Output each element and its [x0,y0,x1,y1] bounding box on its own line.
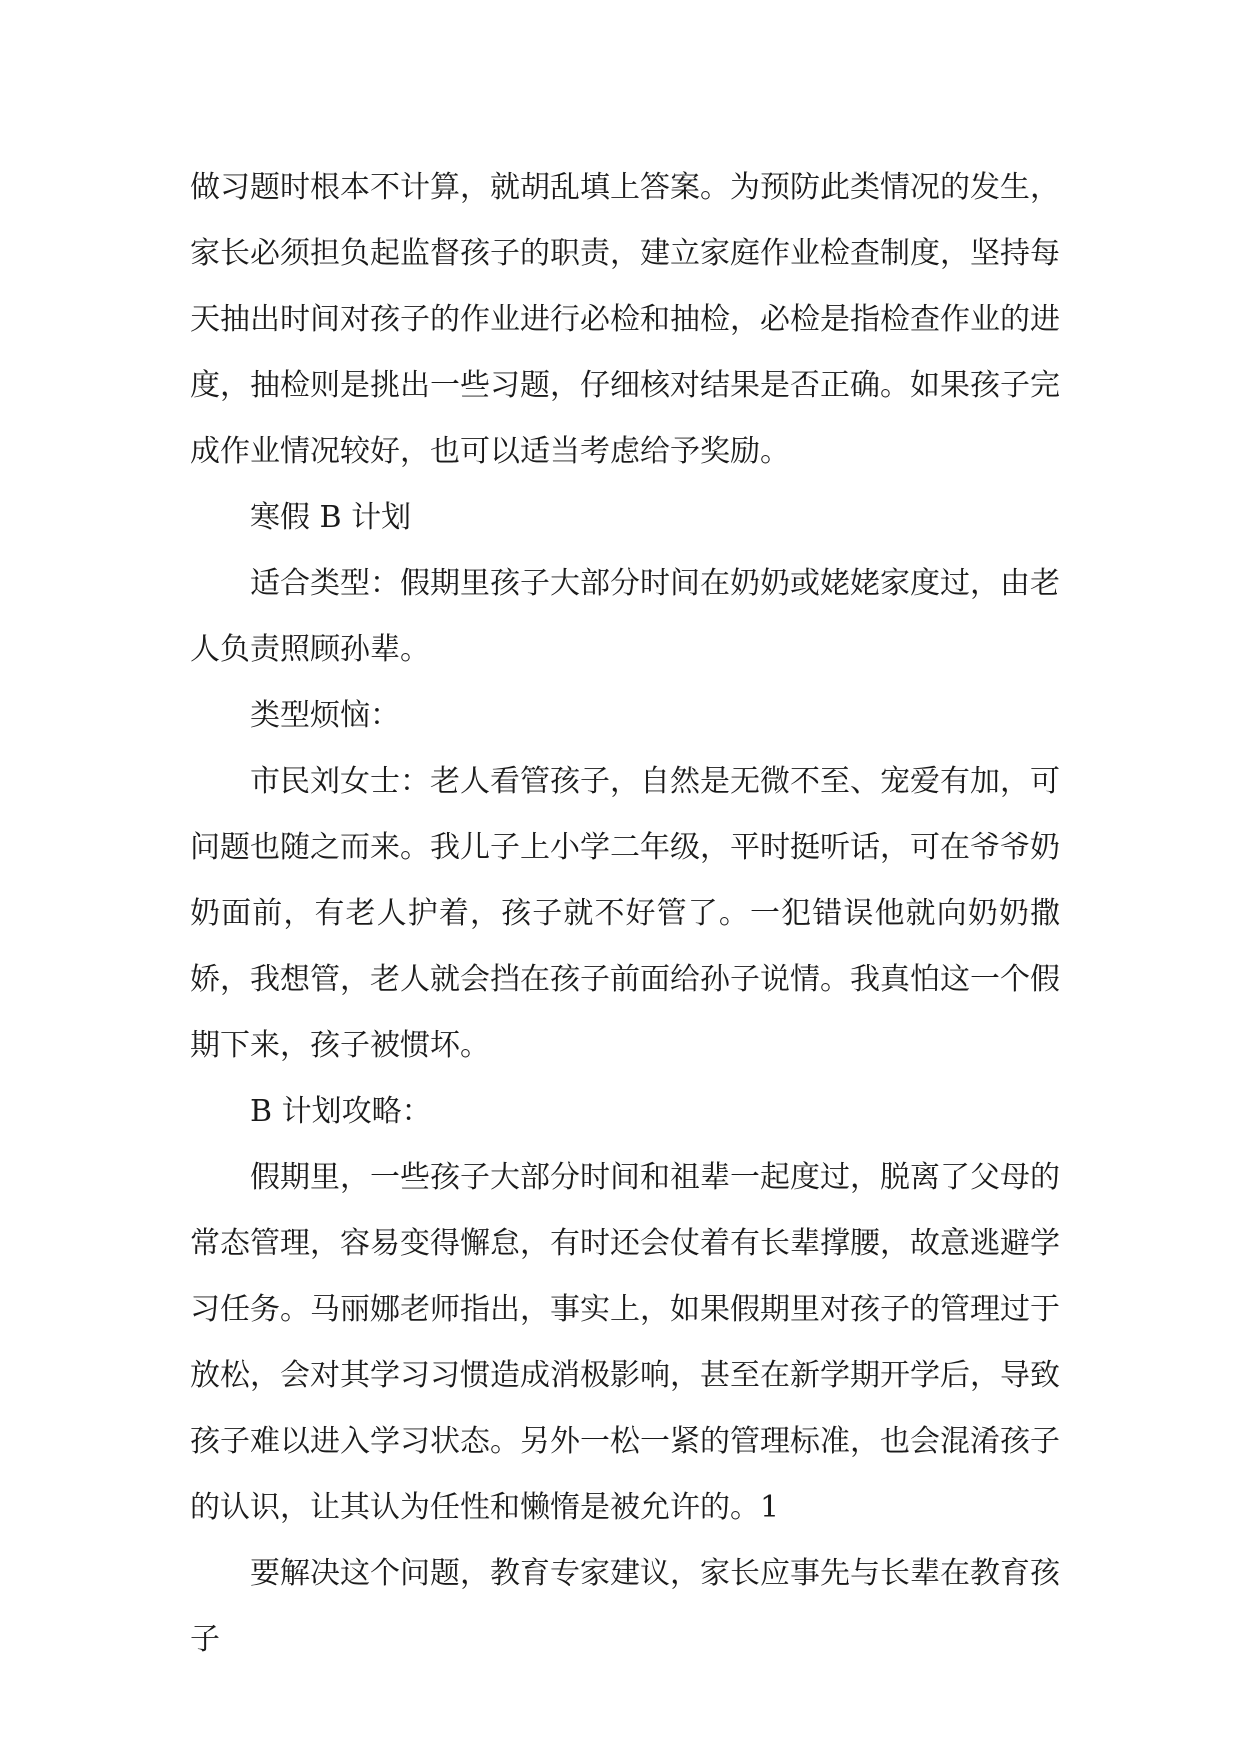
paragraph-expert-advice: 要解决这个问题，教育专家建议，家长应事先与长辈在教育孩子 [190,1556,1060,1657]
paragraph-expert-analysis: 假期里，一些孩子大部分时间和祖辈一起度过，脱离了父母的常态管理，容易变得懈怠，有时还会仗着有长辈撑腰，故意逃避学习任务。马丽娜老师指出，事实上，如果假期里对孩子的管理过于放松，会对其学习习惯造成消极影响，甚至在新学期开学后，导致孩子难以进入学习状态。另外一松一紧的管理标准，也会混淆孩子的认识，让其认为任性和懒惰是被允许的。1 [190,1160,1060,1525]
paragraph-suitable-type: 适合类型：假期里孩子大部分时间在奶奶或姥姥家度过，由老人负责照顾孙辈。 [190,566,1060,667]
document-body [190,155,1060,1673]
paragraph-homework-check: 做习题时根本不计算，就胡乱填上答案。为预防此类情况的发生，家长必须担负起监督孩子的职责，建立家庭作业检查制度，坚持每天抽出时间对孩子的作业进行必检和抽检，必检是指检查作业的进度，抽检则是挑出一些习题，仔细核对结果是否正确。如果孩子完成作业情况较好，也可以适当考虑给予奖励。 [190,170,1060,469]
heading-type-worries: 类型烦恼： [250,698,400,733]
heading-plan-b: 寒假 B 计划 [250,500,412,535]
heading-plan-b-strategy: B 计划攻略： [250,1094,432,1129]
paragraph-citizen-quote: 市民刘女士：老人看管孩子，自然是无微不至、宠爱有加，可问题也随之而来。我儿子上小学二年级，平时挺听话，可在爷爷奶奶面前，有老人护着，孩子就不好管了。一犯错误他就向奶奶撒娇，我想管，老人就会挡在孩子前面给孙子说情。我真怕这一个假期下来，孩子被惯坏。 [190,764,1060,1063]
